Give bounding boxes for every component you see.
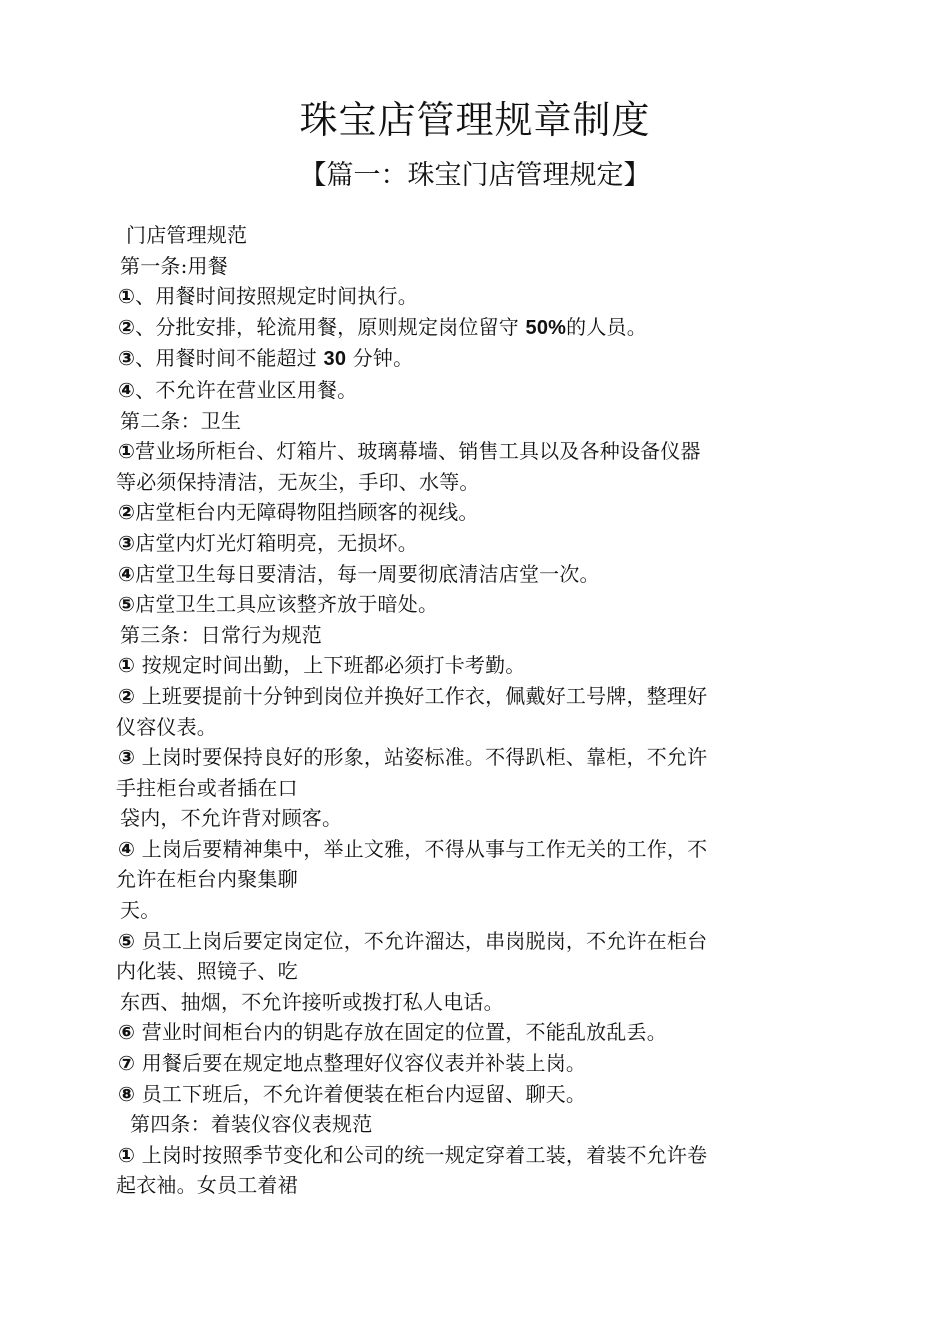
list-item-continuation: 天。 [120,898,161,923]
list-item: ①、用餐时间按照规定时间执行。 [118,284,418,309]
list-item: ⑤店堂卫生工具应该整齐放于暗处。 [118,592,439,617]
list-item-continuation: 内化装、照镜子、吃 [116,959,298,984]
list-item-continuation: 仪容仪表。 [116,714,217,739]
article-heading: 第一条:用餐 [120,253,228,278]
list-item: ① 按规定时间出勤，上下班都必须打卡考勤。 [118,653,526,678]
list-item: ⑦ 用餐后要在规定地点整理好仪容仪表并补装上岗。 [118,1051,587,1076]
list-item: ③、用餐时间不能超过 30 分钟。 [118,346,414,371]
article-heading: 第四条：着装仪容仪表规范 [130,1112,373,1137]
list-item: ① 上岗时按照季节变化和公司的统一规定穿着工装，着装不允许卷 [118,1142,708,1167]
list-item-continuation: 等必须保持清洁，无灰尘，手印、水等。 [116,469,480,494]
document-title: 珠宝店管理规章制度 [299,98,651,142]
document-body [116,220,836,1201]
list-item: ③ 上岗时要保持良好的形象，站姿标准。不得趴柜、靠柜，不允许 [118,745,708,770]
article-heading: 第二条：卫生 [120,408,242,433]
list-item: ⑤ 员工上岗后要定岗定位，不允许溜达，串岗脱岗，不允许在柜台 [118,928,708,953]
list-item-continuation: 起衣袖。女员工着裙 [116,1173,298,1198]
list-item: ②、分批安排，轮流用餐，原则规定岗位留守 50%的人员。 [118,314,647,339]
list-item: ② 上班要提前十分钟到岗位并换好工作衣，佩戴好工号牌，整理好 [118,683,708,708]
list-item-continuation: 允许在柜台内聚集聊 [116,867,298,892]
list-item-continuation: 袋内，不允许背对顾客。 [120,806,343,831]
list-item-continuation: 手拄柜台或者插在口 [116,775,298,800]
list-item: ⑧ 员工下班后，不允许着便装在柜台内逗留、聊天。 [118,1081,587,1106]
list-item: ④ 上岗后要精神集中，举止文雅，不得从事与工作无关的工作，不 [118,836,708,861]
list-item: ③店堂内灯光灯箱明亮，无损坏。 [118,530,418,555]
list-item: ②店堂柜台内无障碍物阻挡顾客的视线。 [118,500,479,525]
section-heading: 门店管理规范 [126,223,248,247]
list-item: ⑥ 营业时间柜台内的钥匙存放在固定的位置，不能乱放乱丢。 [118,1020,667,1045]
document-subtitle: 【篇一：珠宝门店管理规定】 [299,160,651,191]
list-item-continuation: 东西、抽烟，不允许接听或拨打私人电话。 [120,989,504,1014]
article-heading: 第三条：日常行为规范 [120,622,322,647]
list-item: ④店堂卫生每日要清洁，每一周要彻底清洁店堂一次。 [118,561,600,586]
list-item: ①营业场所柜台、灯箱片、玻璃幕墙、销售工具以及各种设备仪器 [118,439,701,464]
list-item: ④、不允许在营业区用餐。 [118,377,358,402]
